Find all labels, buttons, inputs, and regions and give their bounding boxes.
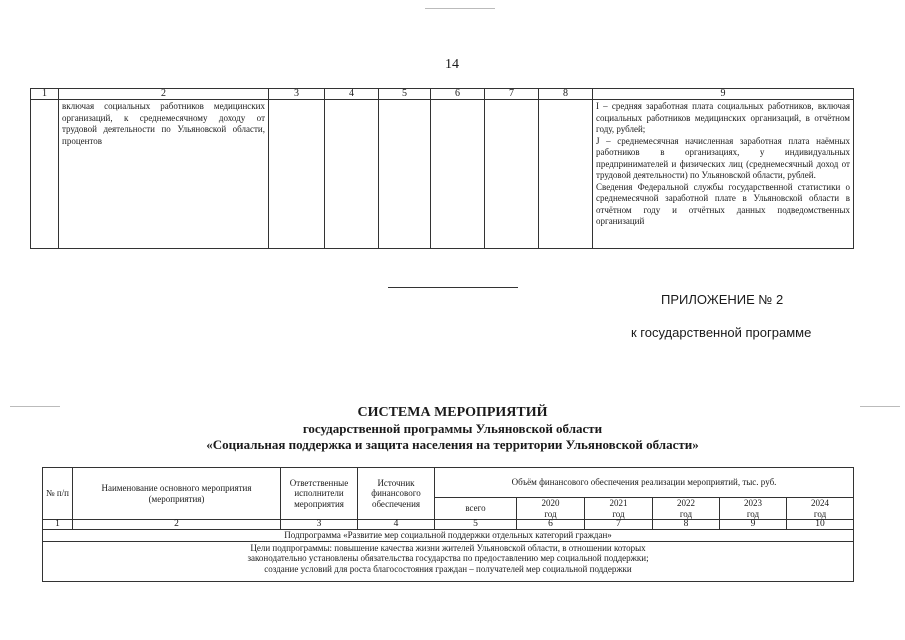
continued-indicator-table <box>30 88 854 249</box>
subprogram-title: Подпрограмма «Развитие мер социальной поддержки отдельных категорий граждан» <box>43 530 854 542</box>
empty-cell <box>431 100 485 249</box>
note-paragraph: I – средняя заработная плата социальных работников, включая социальных работников медицинских организаций, в отчётном году, рублей; <box>596 101 850 134</box>
column-number: 3 <box>281 520 358 530</box>
empty-cell <box>325 100 379 249</box>
column-number: 7 <box>585 520 653 530</box>
subprogram-goals <box>43 541 854 581</box>
system-title-line3: «Социальная поддержка и защита населения на территории Ульяновской области» <box>206 437 699 452</box>
column-number: 5 <box>379 89 431 100</box>
column-number: 2 <box>59 89 269 100</box>
empty-cell <box>31 100 59 249</box>
header-year: 2022 год <box>653 498 720 520</box>
header-source: Источник финансового обеспечения <box>358 468 435 520</box>
empty-cell <box>485 100 539 249</box>
column-number: 8 <box>653 520 720 530</box>
column-number: 1 <box>31 89 59 100</box>
header-row <box>43 468 854 498</box>
system-title: СИСТЕМА МЕРОПРИЯТИЙ <box>357 405 548 420</box>
column-number: 8 <box>539 89 593 100</box>
subprogram-row <box>43 530 854 542</box>
header-year: 2023 год <box>720 498 787 520</box>
column-number: 5 <box>435 520 517 530</box>
header-year: 2020 год <box>517 498 585 520</box>
column-number: 4 <box>325 89 379 100</box>
empty-cell <box>539 100 593 249</box>
column-number: 7 <box>485 89 539 100</box>
header-total: всего <box>435 498 517 520</box>
column-number-row <box>43 520 854 530</box>
column-number: 6 <box>431 89 485 100</box>
indicator-text: включая социальных работников медицинских организаций, к среднемесячному доходу от трудовой деятельности по Ульяновской области, процентов <box>59 100 269 249</box>
column-number: 3 <box>269 89 325 100</box>
column-number: 4 <box>358 520 435 530</box>
column-number-row <box>31 89 854 100</box>
goal-line: создание условий для роста благосостояния граждан – получателей мер социальной поддержки <box>264 563 632 574</box>
column-number: 6 <box>517 520 585 530</box>
note-paragraph: J – среднемесячная начисленная заработная плата наёмных работников в организациях, у индивидуальных предпринимателей и физических лиц (среднемесячный доход от трудовой деятельности) по Ульяновской области, рублей. <box>596 135 850 180</box>
appendix-title: ПРИЛОЖЕНИЕ № 2 <box>661 292 784 307</box>
measures-table <box>42 467 854 582</box>
empty-cell <box>379 100 431 249</box>
column-number: 2 <box>73 520 281 530</box>
goal-line: Цели подпрограммы: повышение качества жизни жителей Ульяновской области, в отношении которых <box>250 542 646 553</box>
appendix-subtitle: к государственной программе <box>631 325 812 340</box>
goal-line: законодательно установлены обязательства государства по предоставлению мер социальной поддержки; <box>247 553 649 563</box>
header-responsible: Ответственные исполнители мероприятия <box>281 468 358 520</box>
header-volume: Объём финансового обеспечения реализации мероприятий, тыс. руб. <box>435 468 854 498</box>
calculation-notes <box>593 100 854 249</box>
goals-row <box>43 541 854 581</box>
column-number: 10 <box>787 520 854 530</box>
note-paragraph: Сведения Федеральной службы государственной статистики о среднемесячной заработной плате в Ульяновской области в отчётном году и отчётных данных подведомственных организаций <box>596 181 850 226</box>
column-number: 9 <box>720 520 787 530</box>
header-year: 2024 год <box>787 498 854 520</box>
page-number: 14 <box>445 57 459 72</box>
column-number: 1 <box>43 520 73 530</box>
header-name: Наименование основного мероприятия (мероприятия) <box>73 468 281 520</box>
empty-cell <box>269 100 325 249</box>
separator-line <box>388 287 518 288</box>
column-number: 9 <box>593 89 854 100</box>
scan-speck <box>425 8 495 9</box>
header-year: 2021 год <box>585 498 653 520</box>
system-title-line2: государственной программы Ульяновской области <box>302 421 603 436</box>
table-row <box>31 100 854 249</box>
header-num: № п/п <box>43 468 73 520</box>
